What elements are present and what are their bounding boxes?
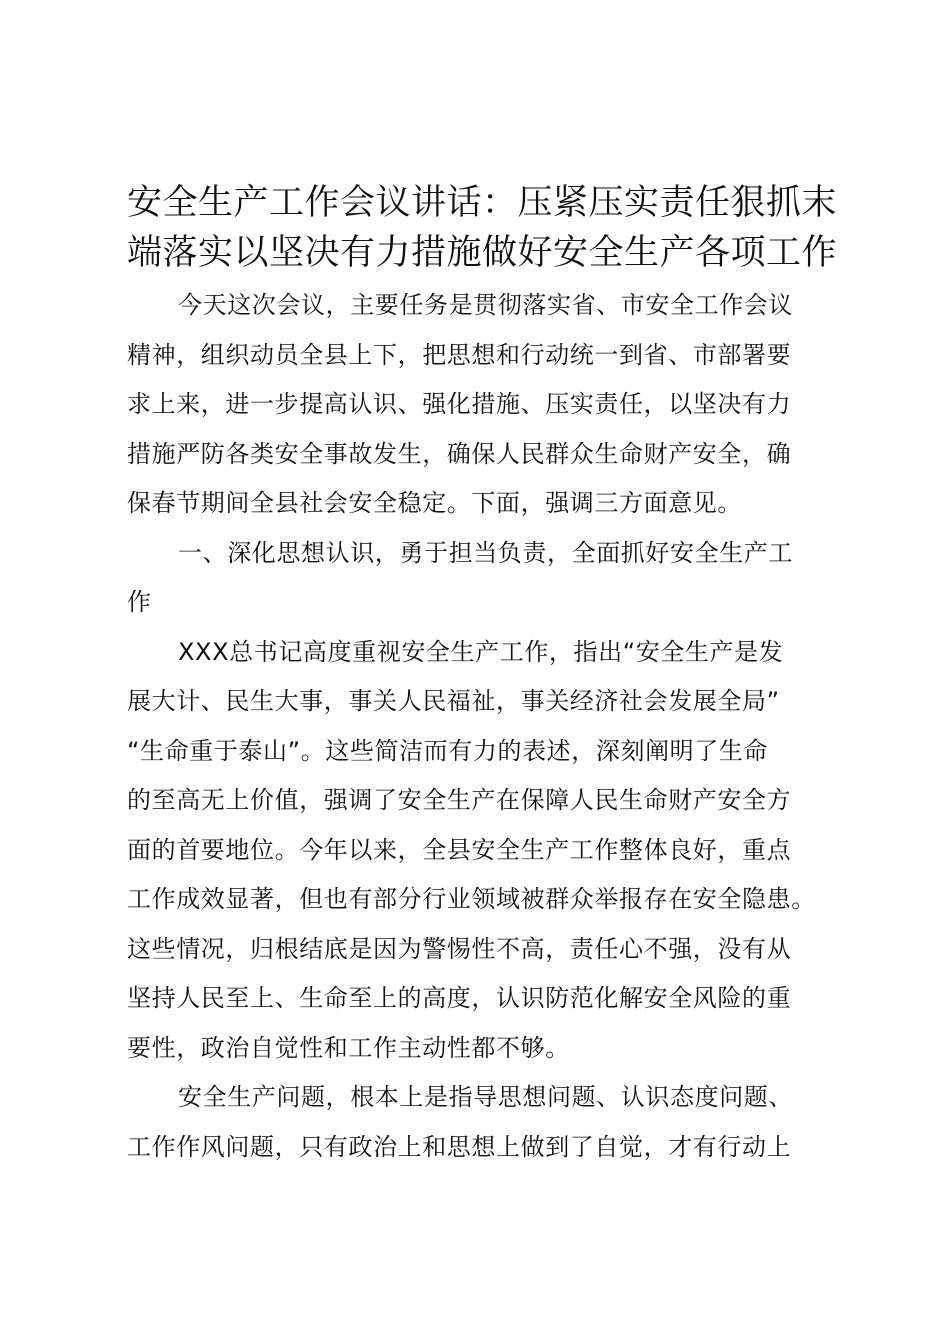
text-line: 保春节期间全县社会安全稳定。下面，强调三方面意见。 <box>127 489 742 517</box>
text-line: 作 <box>127 588 152 616</box>
text-line: 面的首要地位。今年以来，全县安全生产工作整体良好，重点 <box>127 835 792 864</box>
text-line: 这些情况，归根结底是因为警惕性不高，责任心不强，没有从 <box>127 934 792 963</box>
document-body <box>127 281 833 1172</box>
text-line: 工作作风问题，只有政治上和思想上做到了自觉，才有行动上 <box>127 1132 792 1161</box>
paragraph-section-1-body <box>127 628 833 1074</box>
text-line: 今天这次会议，主要任务是贯彻落实省、市安全工作会议 <box>178 291 793 319</box>
text-line: 展大计、民生大事，事关人民福祉，事关经济社会发展全局” <box>127 687 780 715</box>
paragraph-section-1-continued <box>127 1073 833 1172</box>
text-line: 坚持人民至上、生命至上的高度，认识防范化解安全风险的重 <box>127 984 792 1012</box>
text-line: 工作成效显著，但也有部分行业领域被群众举报存在安全隐患。 <box>127 885 816 913</box>
text-line: XXX总书记高度重视安全生产工作，指出“安全生产是发 <box>178 637 784 666</box>
title-line: 端落实以坚决有力措施做好安全生产各项工作 <box>127 233 838 273</box>
document-title <box>127 178 838 278</box>
title-line: 安全生产工作会议讲话：压紧压实责任狠抓末 <box>127 183 838 223</box>
section-heading-1 <box>127 529 833 628</box>
text-line: 的至高无上价值，强调了安全生产在保障人民生命财产安全方 <box>127 786 792 814</box>
text-line: 措施严防各类安全事故发生，确保人民群众生命财产安全，确 <box>127 439 792 468</box>
text-line: “生命重于泰山”。这些简洁而有力的表述，深刻阐明了生命 <box>127 736 769 765</box>
paragraph-intro <box>127 281 833 529</box>
text-line: 求上来，进一步提高认识、强化措施、压实责任，以坚决有力 <box>127 390 792 418</box>
text-line: 要性，政治自觉性和工作主动性都不够。 <box>127 1033 570 1062</box>
text-line: 安全生产问题，根本上是指导思想问题、认识态度问题、 <box>178 1083 793 1111</box>
text-line: 精神，组织动员全县上下，把思想和行动统一到省、市部署要 <box>127 340 792 369</box>
text-line: 一、深化思想认识，勇于担当负责，全面抓好安全生产工 <box>178 538 793 567</box>
